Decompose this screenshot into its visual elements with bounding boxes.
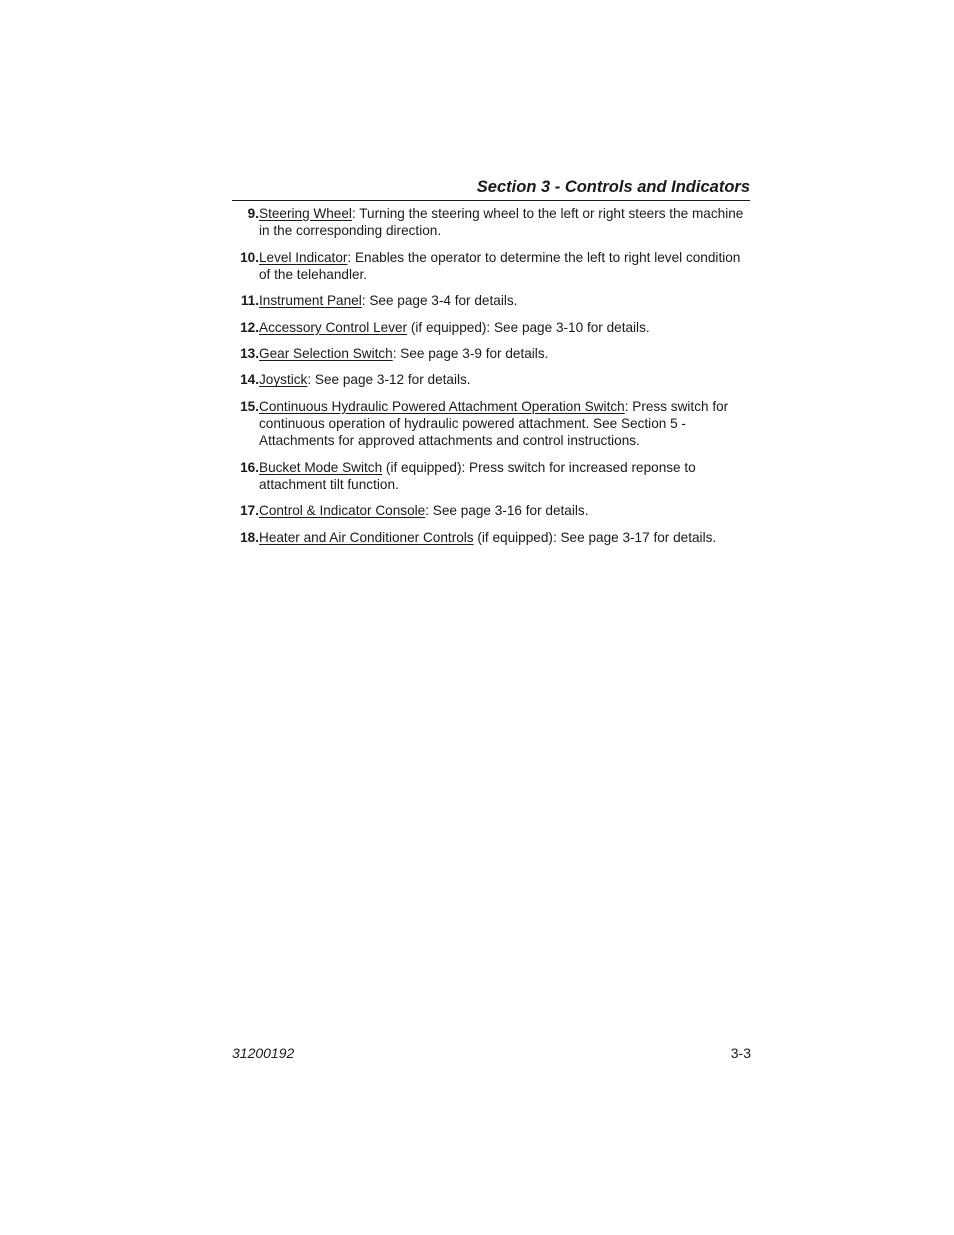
- item-text: : Enables the operator to determine the left to right level condition of the telehandler.: [259, 249, 741, 282]
- item-text: : Turning the steering wheel to the left or right steers the machine in the corresponding direction.: [259, 206, 744, 239]
- item-text: : See page 3-4 for details.: [361, 293, 518, 309]
- item-description: [259, 398, 752, 450]
- item-text: : See page 3-16 for details.: [425, 503, 589, 519]
- item-text: : See page 3-9 for details.: [392, 345, 549, 361]
- item-number: 15.: [240, 398, 259, 414]
- item-label: Instrument Panel: [259, 293, 362, 309]
- item-text: (if equipped): See page 3-10 for details.: [407, 319, 650, 335]
- list-item: [232, 292, 752, 309]
- item-label: Accessory Control Lever: [259, 319, 408, 335]
- item-label: Control & Indicator Console: [259, 503, 426, 519]
- item-label: Level Indicator: [259, 249, 348, 265]
- item-number: 17.: [240, 503, 259, 519]
- item-label: Continuous Hydraulic Powered Attachment Operation Switch: [259, 398, 625, 414]
- document-number: 31200192: [232, 1045, 295, 1061]
- item-number: 11.: [240, 293, 259, 309]
- item-description: [259, 205, 752, 239]
- item-description: [259, 249, 752, 283]
- item-text: : See page 3-12 for details.: [307, 372, 471, 388]
- item-number: 13.: [240, 345, 259, 361]
- item-label: Steering Wheel: [259, 206, 352, 221]
- list-item: [232, 345, 752, 362]
- item-description: [259, 371, 752, 388]
- item-description: [259, 529, 752, 546]
- controls-list: [232, 205, 752, 555]
- list-item: [232, 459, 752, 493]
- page-number: 3-3: [730, 1045, 751, 1061]
- list-item: [232, 398, 752, 450]
- item-text: (if equipped): See page 3-17 for details.: [473, 529, 717, 545]
- item-number: 16.: [240, 459, 259, 475]
- item-number: 9.: [247, 206, 259, 221]
- list-item: [232, 529, 752, 546]
- item-label: Gear Selection Switch: [259, 345, 393, 361]
- item-text: (if equipped): Press switch for increased reponse to attachment tilt function.: [259, 459, 696, 492]
- item-description: [259, 345, 752, 362]
- list-item: [232, 371, 752, 388]
- item-number: 18.: [240, 529, 259, 545]
- item-description: [259, 459, 752, 493]
- list-item: [232, 249, 752, 283]
- list-item: [232, 319, 752, 336]
- section-header: Section 3 - Controls and Indicators: [232, 176, 750, 201]
- item-number: 14.: [240, 372, 259, 388]
- item-text: : Press switch for continuous operation of hydraulic powered attachment. See Section 5 - Attachments for approved attachments and control instructions.: [259, 398, 729, 449]
- list-item: [232, 205, 752, 239]
- item-description: [259, 292, 752, 309]
- item-label: Joystick: [259, 372, 308, 388]
- item-number: 12.: [240, 319, 259, 335]
- list-item: [232, 502, 752, 519]
- item-description: [259, 319, 752, 336]
- item-label: Heater and Air Conditioner Controls: [259, 529, 474, 545]
- item-number: 10.: [240, 249, 259, 265]
- item-description: [259, 502, 752, 519]
- item-label: Bucket Mode Switch: [259, 459, 383, 475]
